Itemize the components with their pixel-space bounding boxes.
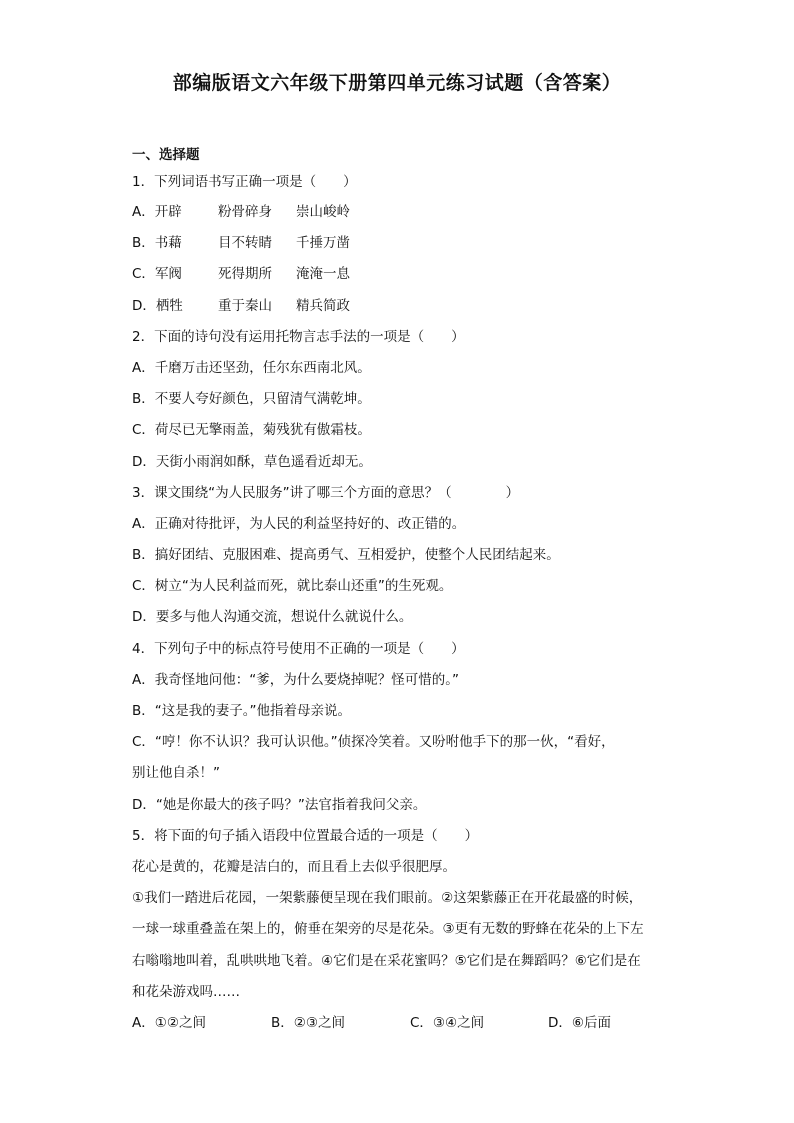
question-2-option-b: B．不要人夸好颜色，只留清气满乾坤。 [132,391,371,407]
page-title: 部编版语文六年级下册第四单元练习试题（含答案） [172,72,622,94]
question-5-option-c: C．③④之间 [410,1015,485,1031]
question-5-passage-line: ①我们一踏进后花园，一架紫藤便呈现在我们眼前。②这架紫藤正在开花最盛的时候， [132,890,643,906]
question-5-passage-line: 一球一球重叠盖在架上的，俯垂在架旁的尽是花朵。③更有无数的野蜂在花朵的上下左 [132,921,644,937]
question-4-option-b: B．“这是我的妻子。”他指着母亲说。 [132,703,351,719]
question-5-option-a: A．①②之间 [132,1015,206,1031]
question-1-option-d: D．栖牲 重于秦山 精兵简政 [132,298,350,314]
question-5-stem: 5．将下面的句子插入语段中位置最合适的一项是（ ） [132,828,479,844]
question-5-option-b: B．②③之间 [271,1015,345,1031]
question-5-passage-line: 和花朵游戏吗…… [132,984,240,1000]
question-4-option-a: A．我奇怪地问他：“爹，为什么要烧掉呢？怪可惜的。” [132,672,459,688]
question-5-sentence: 花心是黄的，花瓣是洁白的，而且看上去似乎很肥厚。 [132,859,456,875]
question-3-option-b: B．搞好团结、克服困难、提高勇气、互相爱护，使整个人民团结起来。 [132,547,560,563]
question-3-option-c: C．树立“为人民利益而死，就比泰山还重”的生死观。 [132,578,453,594]
section-heading: 一、选择题 [132,147,200,163]
question-2-option-d: D．天街小雨润如酥，草色遥看近却无。 [132,454,372,470]
question-1-option-b: B．书藉 目不转睛 千捶万凿 [132,235,350,251]
question-2-option-a: A．千磨万击还坚劲，任尔东西南北风。 [132,360,371,376]
question-3-option-a: A．正确对待批评，为人民的利益坚持好的、改正错的。 [132,516,466,532]
question-3-option-d: D．要多与他人沟通交流，想说什么就说什么。 [132,609,413,625]
question-1-stem: 1．下列词语书写正确一项是（ ） [132,174,357,190]
question-2-option-c: C．荷尽已无擎雨盖，菊残犹有傲霜枝。 [132,422,371,438]
question-5-options [132,1014,611,1032]
question-2-stem: 2．下面的诗句没有运用托物言志手法的一项是（ ） [132,329,465,345]
question-1-option-c: C．军阀 死得期所 淹淹一息 [132,266,350,282]
question-4-stem: 4．下列句子中的标点符号使用不正确的一项是（ ） [132,641,465,657]
question-3-stem: 3．课文围绕“为人民服务”讲了哪三个方面的意思？（ ） [132,485,520,501]
question-4-option-c: C．“哼！你不认识？我可认识他。”侦探冷笑着。又吩咐他手下的那一伙，“看好， [132,734,615,750]
question-5-option-d: D．⑥后面 [548,1015,611,1031]
question-1-option-a: A．开辟 粉骨碎身 崇山峻岭 [132,204,350,220]
question-4-option-d: D．“她是你最大的孩子吗？”法官指着我问父亲。 [132,797,427,813]
question-5-passage-line: 右嗡嗡地叫着，乱哄哄地飞着。④它们是在采花蜜吗？⑤它们是在舞蹈吗？⑥它们是在 [132,953,641,969]
question-4-option-c-continued: 别让他自杀！” [132,765,220,781]
